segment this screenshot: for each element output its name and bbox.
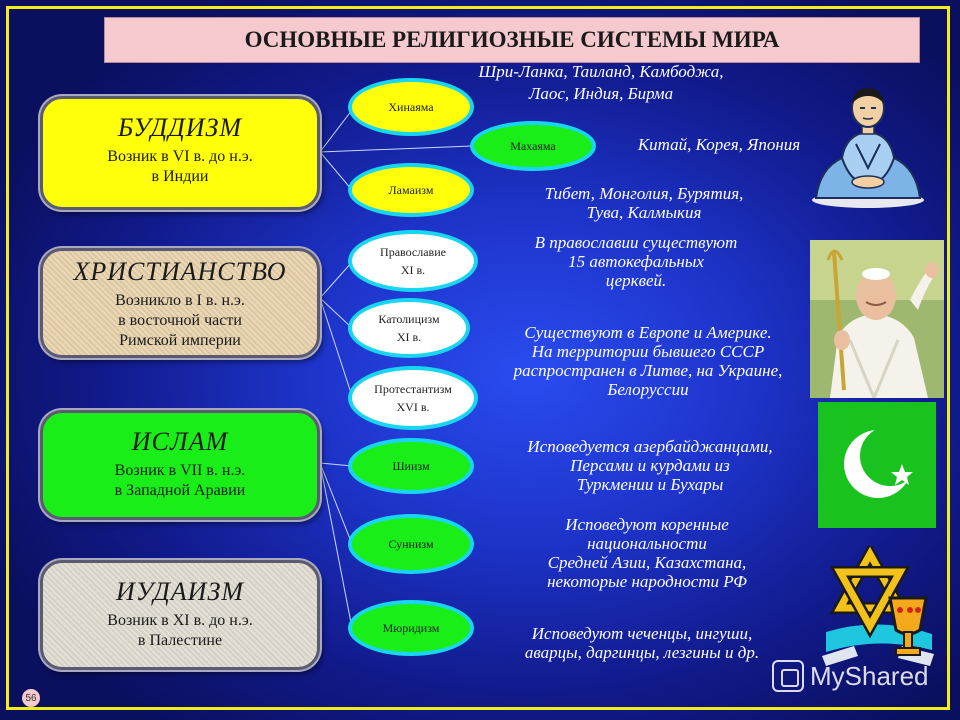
desc-line: Исповедуется азербайджанцами,	[527, 437, 773, 456]
lamaism-desc	[504, 184, 784, 222]
catholicism-desc	[480, 323, 816, 399]
desc-line: Тува, Калмыкия	[586, 203, 702, 222]
desc-line: В православии существуют	[534, 233, 738, 252]
desc-line: некоторые народности РФ	[547, 572, 747, 591]
branch-century: XI в.	[396, 330, 422, 344]
branch-shiism	[348, 438, 474, 494]
desc-line: Средней Азии, Казахстана,	[547, 553, 747, 572]
origin-line: в Западной Аравии	[114, 482, 246, 499]
branch-mahayana	[470, 121, 596, 171]
muridism-desc	[492, 624, 792, 662]
branch-sunnism	[348, 514, 474, 574]
desc-line: На территории бывшего СССР	[531, 342, 765, 361]
hinayana-desc	[444, 62, 758, 103]
origin-line: Возник в VI в. до н.э.	[107, 148, 253, 165]
branch-label: Протестантизм	[374, 382, 452, 396]
religion-name: ИУДАИЗМ	[116, 577, 244, 606]
judaism-box	[40, 560, 320, 670]
branch-label: Суннизм	[388, 537, 434, 551]
origin-line: Римской империи	[119, 332, 241, 349]
islam-box	[40, 410, 320, 520]
branch-protestantism	[348, 366, 478, 430]
religion-name: ИСЛАМ	[131, 427, 229, 456]
desc-line: Белоруссии	[607, 380, 689, 399]
branch-label: Хинаяма	[388, 100, 434, 114]
desc-line: Шри-Ланка, Таиланд, Камбоджа,	[478, 62, 724, 81]
branch-label: Мюридизм	[382, 621, 440, 635]
desc-line: национальности	[587, 534, 707, 553]
desc-line: Исповедуют коренные	[565, 515, 729, 534]
orthodoxy-desc	[496, 233, 776, 290]
desc-line: Китай, Корея, Япония	[637, 135, 801, 154]
origin-line: в Палестине	[137, 632, 223, 649]
watermark-logo-icon	[772, 660, 804, 692]
religion-name: БУДДИЗМ	[117, 113, 243, 142]
desc-line: церквей.	[605, 271, 667, 290]
shiism-desc	[490, 437, 810, 494]
watermark	[772, 660, 929, 692]
islam-flag-icon	[818, 402, 936, 528]
buddhism-box	[40, 96, 320, 210]
slide-title: ОСНОВНЫЕ РЕЛИГИОЗНЫЕ СИСТЕМЫ МИРА	[104, 17, 920, 63]
buddhist-monk-icon	[806, 82, 930, 210]
branch-orthodoxy	[348, 230, 478, 292]
desc-line: Исповедуют чеченцы, ингуши,	[531, 624, 753, 643]
desc-line: Существуют в Европе и Америке.	[524, 323, 772, 342]
origin-line: Возникло в I в. н.э.	[115, 292, 245, 309]
pope-photo-icon	[810, 240, 944, 398]
branch-label: Шиизм	[392, 459, 430, 473]
branch-lamaism	[348, 163, 474, 217]
slide-number: 56	[22, 689, 40, 707]
desc-line: Персами и курдами из	[570, 456, 730, 475]
desc-line: Лаос, Индия, Бирма	[528, 84, 674, 103]
star-of-david-icon	[818, 546, 938, 672]
branch-muridism	[348, 600, 474, 656]
watermark-text: MyShared	[810, 660, 929, 691]
desc-line: Туркмении и Бухары	[576, 475, 724, 494]
branch-label: Махаяма	[510, 139, 556, 153]
christianity-box	[40, 248, 320, 358]
origin-line: Возник в VII в. н.э.	[114, 462, 246, 479]
branch-catholicism	[348, 298, 470, 358]
origin-line: Возник в XI в. до н.э.	[107, 612, 253, 629]
sunnism-desc	[512, 515, 782, 591]
religion-name: ХРИСТИАНСТВО	[73, 257, 287, 286]
origin-line: в восточной части	[118, 312, 242, 329]
desc-line: аварцы, даргинцы, лезгины и др.	[524, 643, 760, 662]
desc-line: 15 автокефальных	[568, 252, 704, 271]
branch-label: Православие	[380, 245, 446, 259]
desc-line: Тибет, Монголия, Бурятия,	[544, 184, 744, 203]
mahayana-desc	[612, 135, 826, 154]
desc-line: распространен в Литве, на Украине,	[513, 361, 783, 380]
branch-label: Ламаизм	[388, 183, 434, 197]
branch-century: XVI в.	[396, 400, 430, 414]
origin-line: в Индии	[151, 168, 209, 185]
branch-label: Католицизм	[378, 312, 440, 326]
branch-century: XI в.	[400, 263, 426, 277]
